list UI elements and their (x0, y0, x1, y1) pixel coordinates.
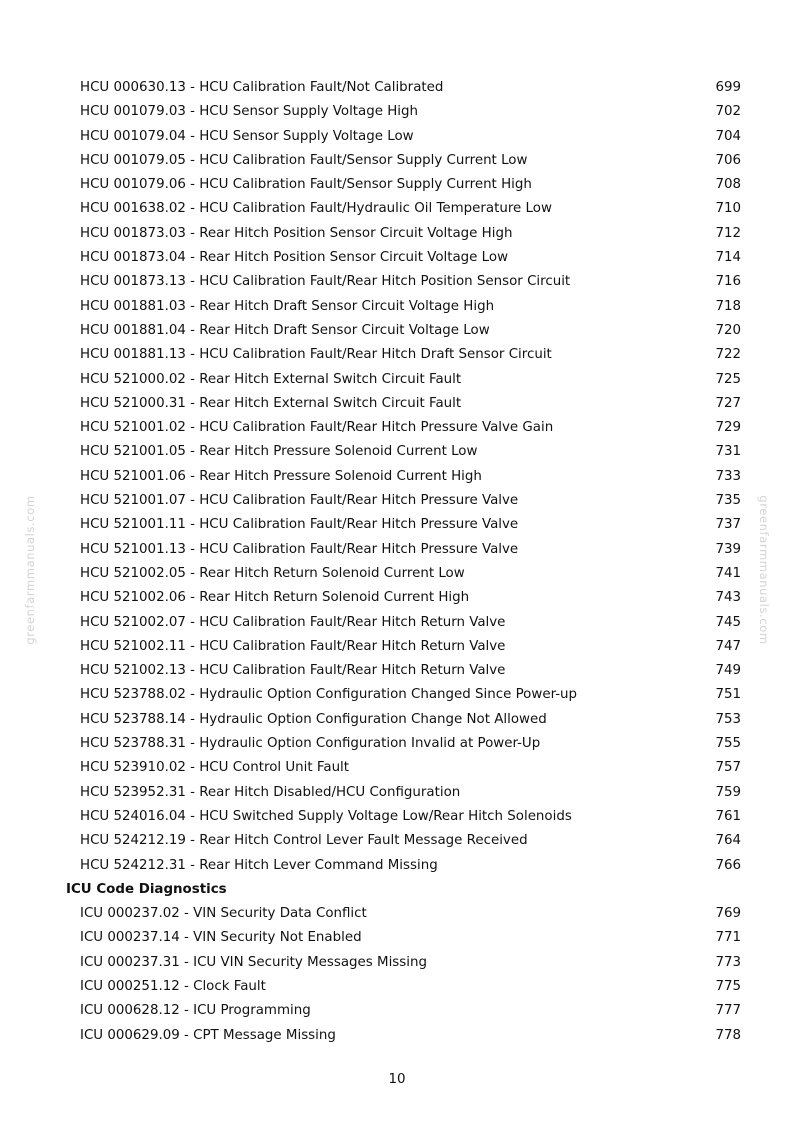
toc-entry[interactable] (0, 611, 794, 635)
page-number: 10 (388, 1072, 406, 1087)
toc-entry-label: HCU 521002.05 - Rear Hitch Return Solenoid Current Low (80, 565, 465, 581)
toc-entry-page-number: 702 (715, 104, 741, 120)
toc-entry-page-number: 777 (715, 1003, 741, 1019)
toc-entry[interactable] (0, 489, 794, 513)
toc-entry-page-number: 747 (715, 638, 741, 654)
toc-entry-label: HCU 001079.05 - HCU Calibration Fault/Sensor Supply Current Low (80, 152, 528, 168)
toc-entry-page-number: 722 (715, 347, 741, 363)
toc-entry-page-number: 749 (715, 663, 741, 679)
watermark-left-text: greenfarmmanuals.com (23, 495, 37, 645)
toc-entry-label: HCU 521002.11 - HCU Calibration Fault/Rear Hitch Return Valve (80, 638, 506, 654)
toc-entry-page-number: 727 (715, 395, 741, 411)
toc-entry-page-number: 773 (715, 954, 741, 970)
toc-entry-label: HCU 521000.02 - Rear Hitch External Switch Circuit Fault (80, 371, 462, 387)
toc-entry-page-number: 708 (715, 177, 741, 193)
toc-entry-label: ICU 000251.12 - Clock Fault (80, 978, 266, 994)
toc-entry-label: HCU 001881.04 - Rear Hitch Draft Sensor Circuit Voltage Low (80, 322, 490, 338)
toc-entry[interactable] (0, 975, 794, 999)
toc-entry-label: HCU 001079.04 - HCU Sensor Supply Voltage Low (80, 128, 414, 144)
toc-entry-label: HCU 001873.04 - Rear Hitch Position Sensor Circuit Voltage Low (80, 250, 509, 266)
toc-section-heading-label: ICU Code Diagnostics (66, 881, 227, 897)
toc-entry[interactable] (0, 902, 794, 926)
toc-entry-page-number: 735 (715, 493, 741, 509)
toc-entry-label: HCU 001079.06 - HCU Calibration Fault/Sensor Supply Current High (80, 177, 532, 193)
toc-entry-page-number: 729 (715, 420, 741, 436)
toc-entry-page-number: 778 (715, 1027, 741, 1043)
toc-entry[interactable] (0, 319, 794, 343)
toc-entry-label: ICU 000628.12 - ICU Programming (80, 1003, 311, 1019)
toc-entry-page-number: 745 (715, 614, 741, 630)
toc-entry[interactable] (0, 100, 794, 124)
toc-entry[interactable] (0, 295, 794, 319)
toc-entry-page-number: 712 (715, 225, 741, 241)
toc-entry-page-number: 716 (715, 274, 741, 290)
toc-entry-label: HCU 001881.03 - Rear Hitch Draft Sensor Circuit Voltage High (80, 298, 495, 314)
toc-entry[interactable] (0, 149, 794, 173)
toc-entry[interactable] (0, 343, 794, 367)
toc-entry[interactable] (0, 125, 794, 149)
toc-entry[interactable] (0, 854, 794, 878)
toc-entry[interactable] (0, 538, 794, 562)
toc-entry-page-number: 761 (715, 808, 741, 824)
toc-entry[interactable] (0, 76, 794, 100)
toc-entry[interactable] (0, 756, 794, 780)
toc-entry-page-number: 739 (715, 541, 741, 557)
toc-entry-page-number: 755 (715, 736, 741, 752)
toc-entry[interactable] (0, 635, 794, 659)
toc-entry[interactable] (0, 683, 794, 707)
toc-entry-page-number: 720 (715, 322, 741, 338)
toc-entry-page-number: 731 (715, 444, 741, 460)
toc-entry-label: ICU 000237.02 - VIN Security Data Conflict (80, 906, 367, 922)
toc-entry-label: HCU 524016.04 - HCU Switched Supply Voltage Low/Rear Hitch Solenoids (80, 808, 572, 824)
toc-entry[interactable] (0, 197, 794, 221)
toc-entry-label: HCU 523788.31 - Hydraulic Option Configuration Invalid at Power-Up (80, 736, 541, 752)
toc-entry-label: HCU 523910.02 - HCU Control Unit Fault (80, 760, 350, 776)
toc-entry-label: HCU 523788.14 - Hydraulic Option Configuration Change Not Allowed (80, 711, 547, 727)
toc-entry[interactable] (0, 926, 794, 950)
toc-entry[interactable] (0, 732, 794, 756)
toc-entry-page-number: 704 (715, 128, 741, 144)
toc-entry[interactable] (0, 222, 794, 246)
toc-entry-page-number: 766 (715, 857, 741, 873)
toc-entry[interactable] (0, 951, 794, 975)
toc-entry-label: HCU 521001.05 - Rear Hitch Pressure Solenoid Current Low (80, 444, 478, 460)
toc-entry-page-number: 706 (715, 152, 741, 168)
toc-entry[interactable] (0, 416, 794, 440)
toc-entry-page-number: 759 (715, 784, 741, 800)
toc-entry-label: HCU 521002.06 - Rear Hitch Return Solenoid Current High (80, 590, 470, 606)
toc-entry-page-number: 764 (715, 833, 741, 849)
toc-entry[interactable] (0, 781, 794, 805)
toc-entry-label: HCU 001079.03 - HCU Sensor Supply Voltage High (80, 104, 419, 120)
toc-entry-page-number: 769 (715, 906, 741, 922)
watermark-right-text: greenfarmmanuals.com (757, 495, 771, 645)
toc-entry[interactable] (0, 173, 794, 197)
toc-entry-label: ICU 000237.14 - VIN Security Not Enabled (80, 930, 362, 946)
toc-entry[interactable] (0, 392, 794, 416)
toc-entry-label: HCU 523952.31 - Rear Hitch Disabled/HCU Configuration (80, 784, 461, 800)
toc-entry-label: HCU 001873.03 - Rear Hitch Position Sensor Circuit Voltage High (80, 225, 513, 241)
toc-entry[interactable] (0, 368, 794, 392)
toc-entry-label: HCU 521001.11 - HCU Calibration Fault/Rear Hitch Pressure Valve (80, 517, 519, 533)
toc-entry[interactable] (0, 246, 794, 270)
toc-entry[interactable] (0, 465, 794, 489)
toc-entry-label: HCU 521001.13 - HCU Calibration Fault/Rear Hitch Pressure Valve (80, 541, 519, 557)
toc-entry-page-number: 741 (715, 565, 741, 581)
toc-entry-label: HCU 521001.07 - HCU Calibration Fault/Rear Hitch Pressure Valve (80, 493, 519, 509)
toc-entry-label: HCU 521002.07 - HCU Calibration Fault/Rear Hitch Return Valve (80, 614, 506, 630)
toc-entry-label: HCU 521000.31 - Rear Hitch External Switch Circuit Fault (80, 395, 462, 411)
toc-entry-label: HCU 523788.02 - Hydraulic Option Configuration Changed Since Power-up (80, 687, 578, 703)
toc-entry[interactable] (0, 440, 794, 464)
toc-entry[interactable] (0, 659, 794, 683)
toc-entry-page-number: 699 (715, 80, 741, 95)
toc-entry-label: HCU 001873.13 - HCU Calibration Fault/Rear Hitch Position Sensor Circuit (80, 274, 571, 290)
toc-entry-page-number: 757 (715, 760, 741, 776)
toc-entry-label: HCU 521001.06 - Rear Hitch Pressure Solenoid Current High (80, 468, 482, 484)
toc-entry-label: HCU 524212.19 - Rear Hitch Control Lever Fault Message Received (80, 833, 528, 849)
toc-section-heading[interactable] (0, 878, 794, 902)
toc-entry[interactable] (0, 270, 794, 294)
toc-entry-label: HCU 001638.02 - HCU Calibration Fault/Hydraulic Oil Temperature Low (80, 201, 552, 217)
toc-entry[interactable] (0, 829, 794, 853)
toc-entry-page-number: 743 (715, 590, 741, 606)
toc-entry-page-number: 733 (715, 468, 741, 484)
toc-entry-page-number: 753 (715, 711, 741, 727)
toc-entry[interactable] (0, 513, 794, 537)
toc-entry-label: HCU 521001.02 - HCU Calibration Fault/Rear Hitch Pressure Valve Gain (80, 420, 554, 436)
toc-entry-label: HCU 001881.13 - HCU Calibration Fault/Rear Hitch Draft Sensor Circuit (80, 347, 552, 363)
toc-entry-page-number: 710 (715, 201, 741, 217)
toc-entry-page-number: 751 (715, 687, 741, 703)
toc-entry[interactable] (0, 805, 794, 829)
toc-entry-label: HCU 524212.31 - Rear Hitch Lever Command Missing (80, 857, 438, 873)
toc-entry[interactable] (0, 999, 794, 1023)
toc-entry-page-number: 714 (715, 250, 741, 266)
toc-entry-label: HCU 000630.13 - HCU Calibration Fault/Not Calibrated (80, 80, 444, 95)
toc-entry-page-number: 737 (715, 517, 741, 533)
toc-entry-label: ICU 000237.31 - ICU VIN Security Messages Missing (80, 954, 427, 970)
toc-entry-label: ICU 000629.09 - CPT Message Missing (80, 1027, 336, 1043)
toc-entry[interactable] (0, 586, 794, 610)
toc-entry-label: HCU 521002.13 - HCU Calibration Fault/Rear Hitch Return Valve (80, 663, 506, 679)
toc-entry-page-number: 718 (715, 298, 741, 314)
toc-entry[interactable] (0, 708, 794, 732)
toc-entry-page-number: 775 (715, 978, 741, 994)
table-of-contents (0, 76, 794, 1048)
toc-entry[interactable] (0, 1024, 794, 1048)
toc-entry-page-number: 771 (715, 930, 741, 946)
toc-entry[interactable] (0, 562, 794, 586)
toc-entry-page-number: 725 (715, 371, 741, 387)
